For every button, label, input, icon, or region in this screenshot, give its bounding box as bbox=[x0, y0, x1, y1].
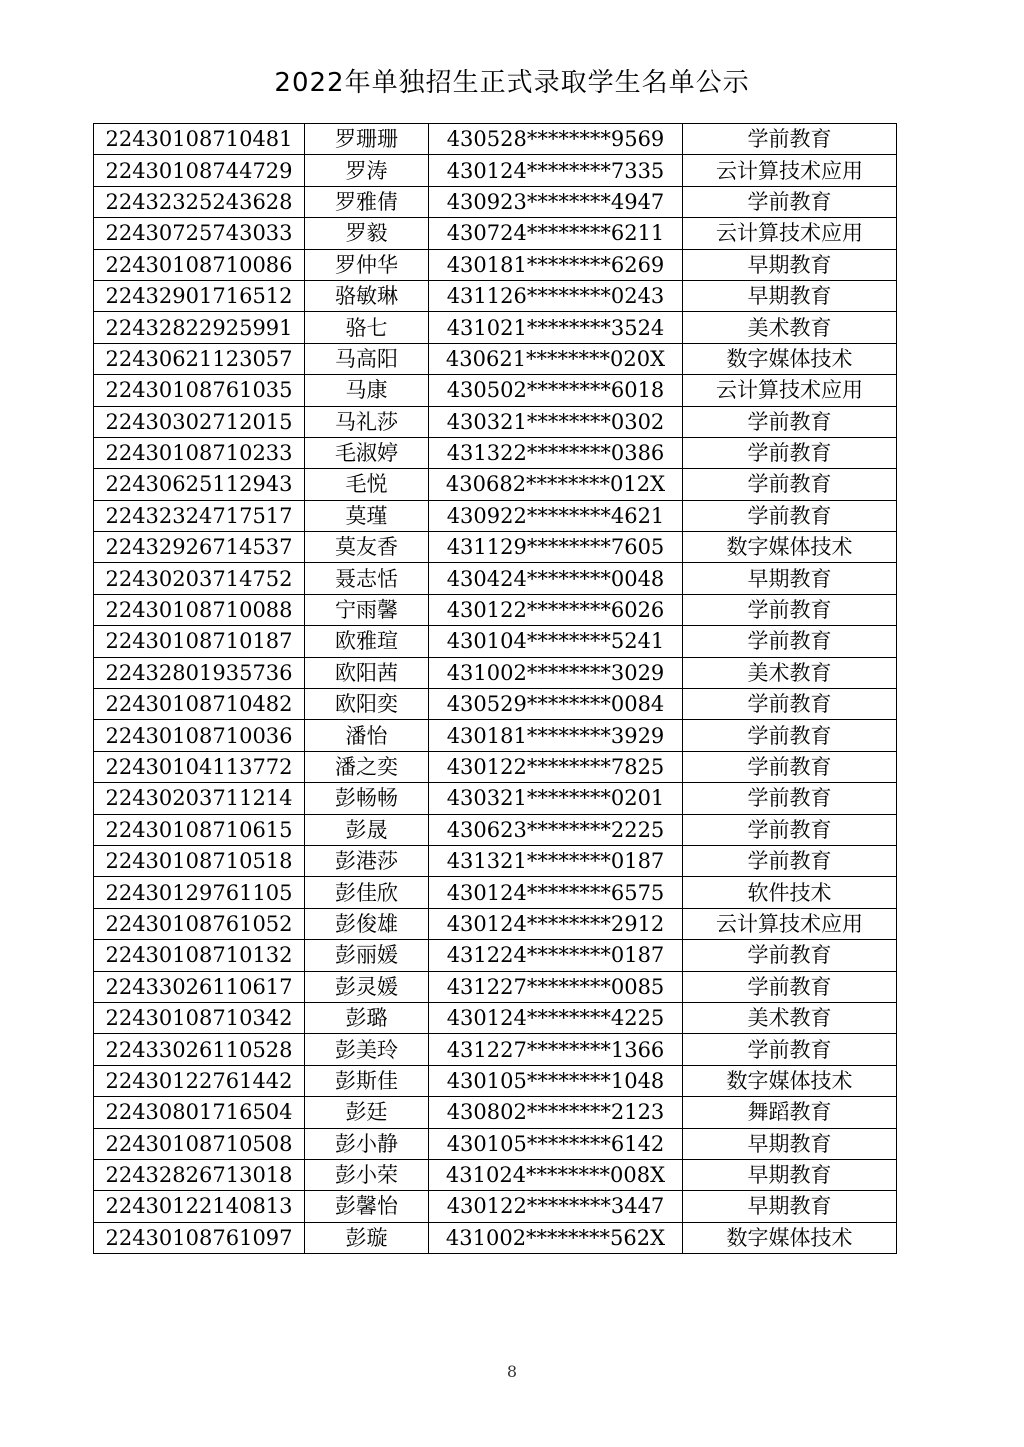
major-cell: 学前教育 bbox=[683, 720, 897, 751]
exam-number-cell: 22433026110528 bbox=[94, 1034, 305, 1065]
student-name-cell: 罗涛 bbox=[305, 155, 429, 186]
table-row bbox=[94, 186, 897, 217]
student-name-cell: 彭丽媛 bbox=[305, 940, 429, 971]
major-cell: 早期教育 bbox=[683, 280, 897, 311]
exam-number-cell: 22430801716504 bbox=[94, 1097, 305, 1128]
student-name-cell: 彭璐 bbox=[305, 1002, 429, 1033]
student-name-cell: 马康 bbox=[305, 375, 429, 406]
table-row bbox=[94, 814, 897, 845]
major-cell: 学前教育 bbox=[683, 689, 897, 720]
student-name-cell: 彭晟 bbox=[305, 814, 429, 845]
exam-number-cell: 22430302712015 bbox=[94, 406, 305, 437]
table-row bbox=[94, 845, 897, 876]
table-row bbox=[94, 751, 897, 782]
exam-number-cell: 22430122140813 bbox=[94, 1191, 305, 1222]
exam-number-cell: 22432801935736 bbox=[94, 657, 305, 688]
student-name-cell: 彭灵媛 bbox=[305, 971, 429, 1002]
table-row bbox=[94, 971, 897, 1002]
table-row bbox=[94, 406, 897, 437]
major-cell: 数字媒体技术 bbox=[683, 1065, 897, 1096]
major-cell: 学前教育 bbox=[683, 469, 897, 500]
table-row bbox=[94, 1097, 897, 1128]
id-number-cell: 431126********0243 bbox=[429, 280, 683, 311]
major-cell: 美术教育 bbox=[683, 1002, 897, 1033]
id-number-cell: 430124********4225 bbox=[429, 1002, 683, 1033]
student-name-cell: 罗毅 bbox=[305, 218, 429, 249]
table-row bbox=[94, 1002, 897, 1033]
student-name-cell: 宁雨馨 bbox=[305, 594, 429, 625]
page-title: 2022年单独招生正式录取学生名单公示 bbox=[274, 68, 750, 98]
major-cell: 美术教育 bbox=[683, 657, 897, 688]
major-cell: 早期教育 bbox=[683, 1159, 897, 1190]
student-name-cell: 骆七 bbox=[305, 312, 429, 343]
table-row bbox=[94, 626, 897, 657]
exam-number-cell: 22432826713018 bbox=[94, 1159, 305, 1190]
table-row bbox=[94, 689, 897, 720]
major-cell: 学前教育 bbox=[683, 406, 897, 437]
major-cell: 早期教育 bbox=[683, 1128, 897, 1159]
major-cell: 云计算技术应用 bbox=[683, 375, 897, 406]
exam-number-cell: 22430129761105 bbox=[94, 877, 305, 908]
table-row bbox=[94, 720, 897, 751]
student-name-cell: 聂志恬 bbox=[305, 563, 429, 594]
student-name-cell: 彭港莎 bbox=[305, 845, 429, 876]
id-number-cell: 430724********6211 bbox=[429, 218, 683, 249]
id-number-cell: 430923********4947 bbox=[429, 186, 683, 217]
exam-number-cell: 22430122761442 bbox=[94, 1065, 305, 1096]
id-number-cell: 431129********7605 bbox=[429, 532, 683, 563]
table-row bbox=[94, 218, 897, 249]
id-number-cell: 431024********008X bbox=[429, 1159, 683, 1190]
student-name-cell: 彭美玲 bbox=[305, 1034, 429, 1065]
student-name-cell: 彭斯佳 bbox=[305, 1065, 429, 1096]
student-name-cell: 莫友香 bbox=[305, 532, 429, 563]
exam-number-cell: 22432324717517 bbox=[94, 500, 305, 531]
major-cell: 云计算技术应用 bbox=[683, 218, 897, 249]
id-number-cell: 430424********0048 bbox=[429, 563, 683, 594]
table-row bbox=[94, 437, 897, 468]
major-cell: 学前教育 bbox=[683, 626, 897, 657]
major-cell: 学前教育 bbox=[683, 845, 897, 876]
exam-number-cell: 22430108710233 bbox=[94, 437, 305, 468]
id-number-cell: 430922********4621 bbox=[429, 500, 683, 531]
exam-number-cell: 22430108710518 bbox=[94, 845, 305, 876]
major-cell: 美术教育 bbox=[683, 312, 897, 343]
table-row bbox=[94, 657, 897, 688]
student-name-cell: 莫瑾 bbox=[305, 500, 429, 531]
id-number-cell: 430124********2912 bbox=[429, 908, 683, 939]
id-number-cell: 430124********7335 bbox=[429, 155, 683, 186]
id-number-cell: 431002********3029 bbox=[429, 657, 683, 688]
id-number-cell: 430105********6142 bbox=[429, 1128, 683, 1159]
page-number: 8 bbox=[506, 1362, 518, 1381]
id-number-cell: 431227********1366 bbox=[429, 1034, 683, 1065]
student-name-cell: 彭畅畅 bbox=[305, 783, 429, 814]
table-row bbox=[94, 375, 897, 406]
id-number-cell: 430528********9569 bbox=[429, 124, 683, 155]
major-cell: 学前教育 bbox=[683, 783, 897, 814]
id-number-cell: 430181********3929 bbox=[429, 720, 683, 751]
table-row bbox=[94, 908, 897, 939]
student-name-cell: 罗仲华 bbox=[305, 249, 429, 280]
exam-number-cell: 22430108710482 bbox=[94, 689, 305, 720]
major-cell: 数字媒体技术 bbox=[683, 343, 897, 374]
major-cell: 数字媒体技术 bbox=[683, 1222, 897, 1253]
table-row bbox=[94, 500, 897, 531]
table-row bbox=[94, 532, 897, 563]
id-number-cell: 431002********562X bbox=[429, 1222, 683, 1253]
exam-number-cell: 22432822925991 bbox=[94, 312, 305, 343]
id-number-cell: 430105********1048 bbox=[429, 1065, 683, 1096]
table-row bbox=[94, 124, 897, 155]
major-cell: 早期教育 bbox=[683, 563, 897, 594]
student-name-cell: 潘之奕 bbox=[305, 751, 429, 782]
student-name-cell: 彭廷 bbox=[305, 1097, 429, 1128]
major-cell: 学前教育 bbox=[683, 500, 897, 531]
table-row bbox=[94, 877, 897, 908]
exam-number-cell: 22430625112943 bbox=[94, 469, 305, 500]
table-row bbox=[94, 940, 897, 971]
table-row bbox=[94, 1159, 897, 1190]
id-number-cell: 431322********0386 bbox=[429, 437, 683, 468]
id-number-cell: 430623********2225 bbox=[429, 814, 683, 845]
id-number-cell: 430682********012X bbox=[429, 469, 683, 500]
student-name-cell: 罗珊珊 bbox=[305, 124, 429, 155]
id-number-cell: 430802********2123 bbox=[429, 1097, 683, 1128]
exam-number-cell: 22432926714537 bbox=[94, 532, 305, 563]
id-number-cell: 430104********5241 bbox=[429, 626, 683, 657]
major-cell: 云计算技术应用 bbox=[683, 155, 897, 186]
id-number-cell: 430124********6575 bbox=[429, 877, 683, 908]
student-name-cell: 欧阳茜 bbox=[305, 657, 429, 688]
major-cell: 软件技术 bbox=[683, 877, 897, 908]
table-row bbox=[94, 594, 897, 625]
student-name-cell: 马礼莎 bbox=[305, 406, 429, 437]
student-name-cell: 彭佳欣 bbox=[305, 877, 429, 908]
admission-list-body bbox=[94, 124, 897, 1254]
exam-number-cell: 22430108710508 bbox=[94, 1128, 305, 1159]
table-row bbox=[94, 1191, 897, 1222]
student-name-cell: 罗雅倩 bbox=[305, 186, 429, 217]
exam-number-cell: 22430108710132 bbox=[94, 940, 305, 971]
major-cell: 早期教育 bbox=[683, 249, 897, 280]
exam-number-cell: 22430108761052 bbox=[94, 908, 305, 939]
id-number-cell: 431224********0187 bbox=[429, 940, 683, 971]
exam-number-cell: 22430108761097 bbox=[94, 1222, 305, 1253]
exam-number-cell: 22430203714752 bbox=[94, 563, 305, 594]
table-row bbox=[94, 249, 897, 280]
exam-number-cell: 22430108744729 bbox=[94, 155, 305, 186]
major-cell: 学前教育 bbox=[683, 751, 897, 782]
student-name-cell: 潘怡 bbox=[305, 720, 429, 751]
id-number-cell: 430122********3447 bbox=[429, 1191, 683, 1222]
admission-list-table bbox=[93, 123, 897, 1254]
table-row bbox=[94, 1222, 897, 1253]
exam-number-cell: 22430725743033 bbox=[94, 218, 305, 249]
exam-number-cell: 22430108710088 bbox=[94, 594, 305, 625]
student-name-cell: 彭小静 bbox=[305, 1128, 429, 1159]
exam-number-cell: 22430621123057 bbox=[94, 343, 305, 374]
id-number-cell: 430321********0302 bbox=[429, 406, 683, 437]
major-cell: 舞蹈教育 bbox=[683, 1097, 897, 1128]
exam-number-cell: 22432901716512 bbox=[94, 280, 305, 311]
exam-number-cell: 22430108761035 bbox=[94, 375, 305, 406]
id-number-cell: 431227********0085 bbox=[429, 971, 683, 1002]
exam-number-cell: 22430108710342 bbox=[94, 1002, 305, 1033]
major-cell: 学前教育 bbox=[683, 1034, 897, 1065]
table-row bbox=[94, 312, 897, 343]
student-name-cell: 欧阳奕 bbox=[305, 689, 429, 720]
major-cell: 数字媒体技术 bbox=[683, 532, 897, 563]
table-row bbox=[94, 343, 897, 374]
major-cell: 学前教育 bbox=[683, 124, 897, 155]
exam-number-cell: 22430108710481 bbox=[94, 124, 305, 155]
major-cell: 学前教育 bbox=[683, 437, 897, 468]
table-row bbox=[94, 1034, 897, 1065]
table-row bbox=[94, 1128, 897, 1159]
id-number-cell: 430502********6018 bbox=[429, 375, 683, 406]
exam-number-cell: 22430108710187 bbox=[94, 626, 305, 657]
exam-number-cell: 22432325243628 bbox=[94, 186, 305, 217]
major-cell: 学前教育 bbox=[683, 814, 897, 845]
exam-number-cell: 22430104113772 bbox=[94, 751, 305, 782]
table-row bbox=[94, 469, 897, 500]
student-name-cell: 骆敏琳 bbox=[305, 280, 429, 311]
student-name-cell: 毛悦 bbox=[305, 469, 429, 500]
table-row bbox=[94, 563, 897, 594]
major-cell: 学前教育 bbox=[683, 594, 897, 625]
student-name-cell: 彭馨怡 bbox=[305, 1191, 429, 1222]
id-number-cell: 430621********020X bbox=[429, 343, 683, 374]
major-cell: 学前教育 bbox=[683, 971, 897, 1002]
table-row bbox=[94, 1065, 897, 1096]
id-number-cell: 430122********6026 bbox=[429, 594, 683, 625]
id-number-cell: 430181********6269 bbox=[429, 249, 683, 280]
id-number-cell: 430529********0084 bbox=[429, 689, 683, 720]
student-name-cell: 欧雅瑄 bbox=[305, 626, 429, 657]
exam-number-cell: 22430108710036 bbox=[94, 720, 305, 751]
student-name-cell: 彭俊雄 bbox=[305, 908, 429, 939]
table-row bbox=[94, 783, 897, 814]
student-name-cell: 马高阳 bbox=[305, 343, 429, 374]
major-cell: 云计算技术应用 bbox=[683, 908, 897, 939]
id-number-cell: 431021********3524 bbox=[429, 312, 683, 343]
major-cell: 早期教育 bbox=[683, 1191, 897, 1222]
major-cell: 学前教育 bbox=[683, 940, 897, 971]
student-name-cell: 毛淑婷 bbox=[305, 437, 429, 468]
student-name-cell: 彭璇 bbox=[305, 1222, 429, 1253]
id-number-cell: 430321********0201 bbox=[429, 783, 683, 814]
major-cell: 学前教育 bbox=[683, 186, 897, 217]
table-row bbox=[94, 280, 897, 311]
exam-number-cell: 22430108710086 bbox=[94, 249, 305, 280]
exam-number-cell: 22430108710615 bbox=[94, 814, 305, 845]
exam-number-cell: 22430203711214 bbox=[94, 783, 305, 814]
exam-number-cell: 22433026110617 bbox=[94, 971, 305, 1002]
id-number-cell: 430122********7825 bbox=[429, 751, 683, 782]
table-row bbox=[94, 155, 897, 186]
student-name-cell: 彭小荣 bbox=[305, 1159, 429, 1190]
id-number-cell: 431321********0187 bbox=[429, 845, 683, 876]
